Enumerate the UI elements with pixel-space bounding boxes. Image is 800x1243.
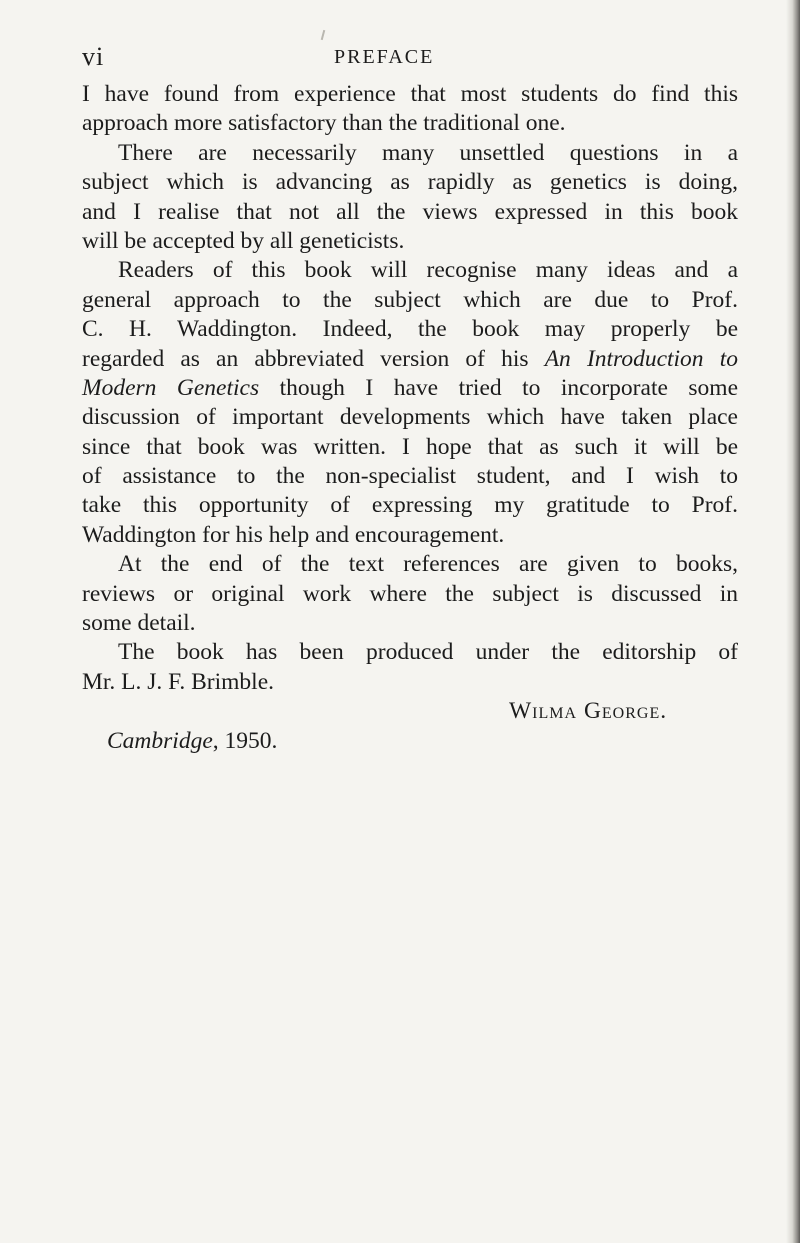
text-line: and I realise that not all the views expressed in this book bbox=[82, 198, 738, 225]
author-signature: Wilma George. bbox=[509, 698, 668, 725]
text-line: There are necessarily many unsettled questions in a bbox=[118, 139, 738, 166]
text-line: The book has been produced under the editorship of bbox=[118, 639, 738, 666]
text-line: reviews or original work where the subject is discussed in bbox=[82, 580, 738, 607]
text-line: approach more satisfactory than the traditional one. bbox=[82, 110, 566, 137]
text-line: C. H. Waddington. Indeed, the book may properly be bbox=[82, 316, 738, 343]
text-line: some detail. bbox=[82, 610, 196, 637]
text-segment: regarded as an abbreviated version of his bbox=[82, 345, 545, 372]
preface-text bbox=[82, 80, 738, 756]
date-text: , 1950. bbox=[212, 727, 278, 754]
text-line: general approach to the subject which are due to Prof. bbox=[82, 286, 738, 313]
place-date-line bbox=[82, 727, 738, 756]
book-title-italic: An Introduction to bbox=[544, 345, 738, 372]
page-number: vi bbox=[82, 42, 105, 71]
text-line: discussion of important developments which have taken place bbox=[82, 404, 738, 431]
text-line: I have found from experience that most students do find this bbox=[82, 81, 738, 107]
page-edge-shadow bbox=[786, 0, 800, 1243]
text-line: will be accepted by all geneticists. bbox=[82, 227, 405, 254]
page-header bbox=[82, 42, 732, 76]
text-line: of assistance to the non-specialist student, and I wish to bbox=[82, 463, 738, 490]
text-line: subject which is advancing as rapidly as genetics is doing, bbox=[82, 169, 738, 196]
text-line bbox=[82, 374, 738, 403]
signature-line bbox=[82, 697, 738, 726]
text-line bbox=[82, 345, 738, 374]
paper-speck bbox=[321, 30, 326, 40]
book-title-italic: Modern Genetics bbox=[82, 374, 260, 401]
text-segment: though I have tried to incorporate some bbox=[259, 374, 738, 401]
text-line: take this opportunity of expressing my gratitude to Prof. bbox=[82, 492, 738, 519]
text-line: Waddington for his help and encouragement. bbox=[82, 521, 505, 548]
text-line: At the end of the text references are given to books, bbox=[118, 551, 738, 578]
text-line: Mr. L. J. F. Brimble. bbox=[82, 668, 275, 695]
text-line: Readers of this book will recognise many ideas and a bbox=[118, 257, 738, 284]
running-title: PREFACE bbox=[334, 46, 435, 68]
text-line: since that book was written. I hope that as such it will be bbox=[82, 433, 738, 460]
place-name: Cambridge bbox=[107, 727, 213, 754]
